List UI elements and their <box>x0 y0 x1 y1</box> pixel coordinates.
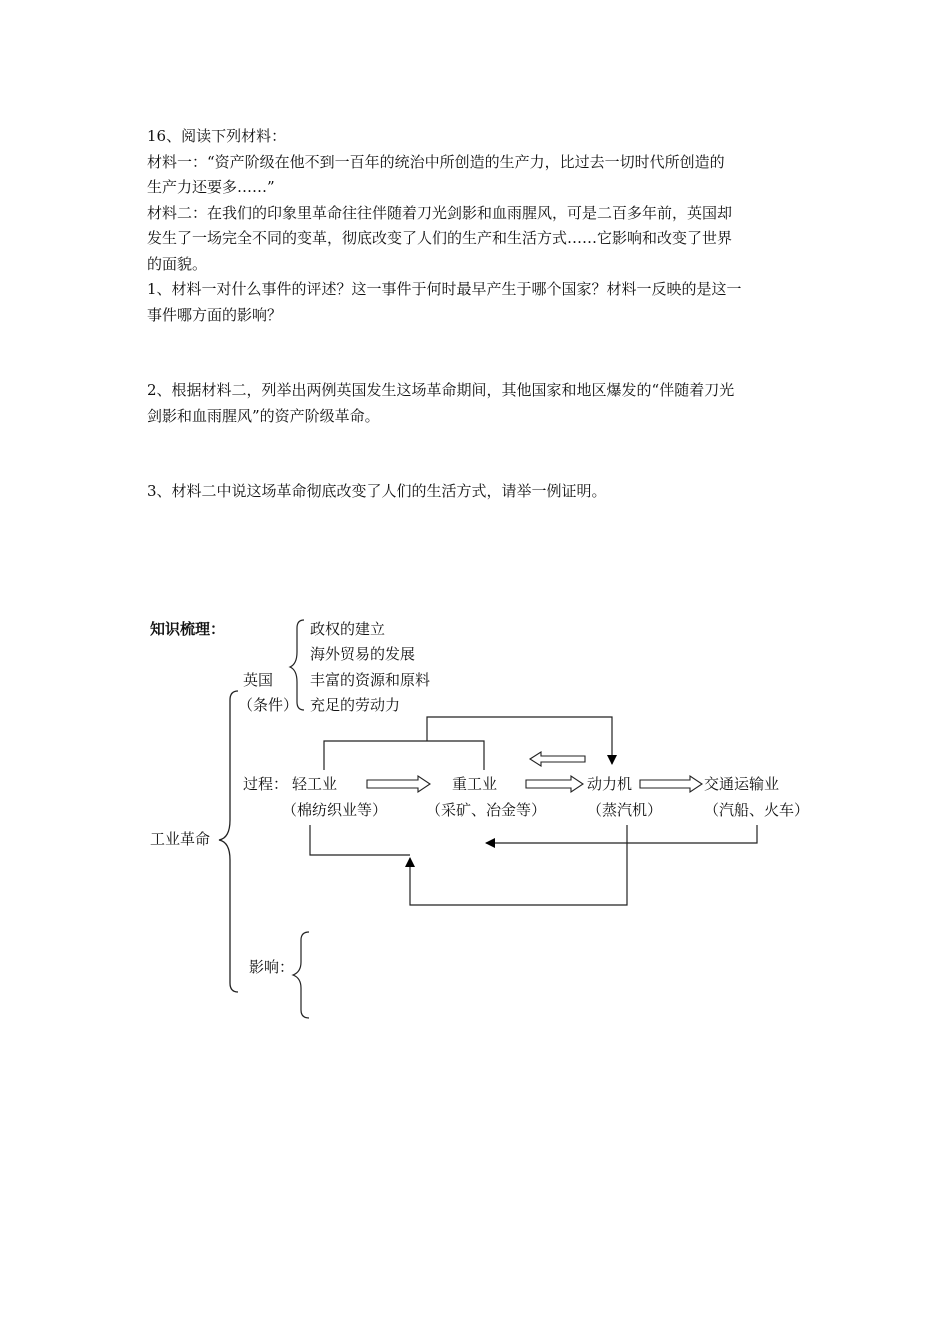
condition-item: 海外贸易的发展 <box>310 645 416 663</box>
condition-item: 充足的劳动力 <box>310 696 401 714</box>
question-2-line-2: 剑影和血雨腥风”的资产阶级革命。 <box>147 406 380 425</box>
root-label: 工业革命 <box>150 830 211 848</box>
hollow-left-arrow <box>530 752 585 766</box>
condition-item: 政权的建立 <box>310 620 386 638</box>
conditions-label: （条件） <box>238 696 299 714</box>
stage-example-heavy-industry: （采矿、冶金等） <box>426 801 547 819</box>
question-3: 3、材料二中说这场革命彻底改变了人们的生活方式，请举一例证明。 <box>147 482 607 500</box>
material-two-line-1: 材料二：在我们的印象里革命往往伴随着刀光剑影和血雨腥风，可是二百多年前，英国却 <box>147 203 733 222</box>
light-heavy-top-connector <box>324 741 484 770</box>
process-label: 过程： <box>243 775 289 793</box>
material-one-line-2: 生产力还要多……” <box>147 178 275 196</box>
material-one-line-1: 材料一：“资产阶级在他不到一百年的统治中所创造的生产力，比过去一切时代所创造的 <box>147 152 725 171</box>
condition-item: 丰富的资源和原料 <box>310 671 431 689</box>
stage-example-power-machine: （蒸汽机） <box>587 801 663 819</box>
diagram-heading: 知识梳理： <box>150 620 226 638</box>
question-1-line-2: 事件哪方面的影响？ <box>147 305 283 324</box>
impact-label: 影响： <box>249 958 295 976</box>
stage-name-heavy-industry: 重工业 <box>452 775 498 793</box>
material-two-line-3: 的面貌。 <box>147 254 208 273</box>
material-two-line-2: 发生了一场完全不同的变革，彻底改变了人们的生产和生活方式……它影响和改变了世界 <box>147 229 733 247</box>
transport-feedback-arrow <box>486 825 757 843</box>
hollow-right-arrow-2 <box>526 776 583 792</box>
light-industry-bottom-bracket <box>310 825 410 855</box>
stage-name-light-industry: 轻工业 <box>292 775 338 793</box>
stage-example-light-industry: （棉纺织业等） <box>282 801 388 819</box>
impact-brace <box>293 932 309 1018</box>
stage-name-power-machine: 动力机 <box>587 775 633 793</box>
stage-name-transport: 交通运输业 <box>704 775 780 793</box>
hollow-right-arrow-1 <box>367 776 430 792</box>
question-title: 16、阅读下列材料： <box>147 127 287 145</box>
stage-example-transport: （汽船、火车） <box>704 801 810 819</box>
power-feedback-arrow <box>410 825 627 905</box>
country-label: 英国 <box>243 671 274 689</box>
hollow-right-arrow-3 <box>640 776 702 792</box>
question-2-line-1: 2、根据材料二，列举出两例英国发生这场革命期间，其他国家和地区爆发的“伴随着刀光 <box>147 381 735 399</box>
root-brace <box>219 691 238 992</box>
question-1-line-1: 1、材料一对什么事件的评述？这一事件于何时最早产生于哪个国家？材料一反映的是这一 <box>147 280 742 298</box>
